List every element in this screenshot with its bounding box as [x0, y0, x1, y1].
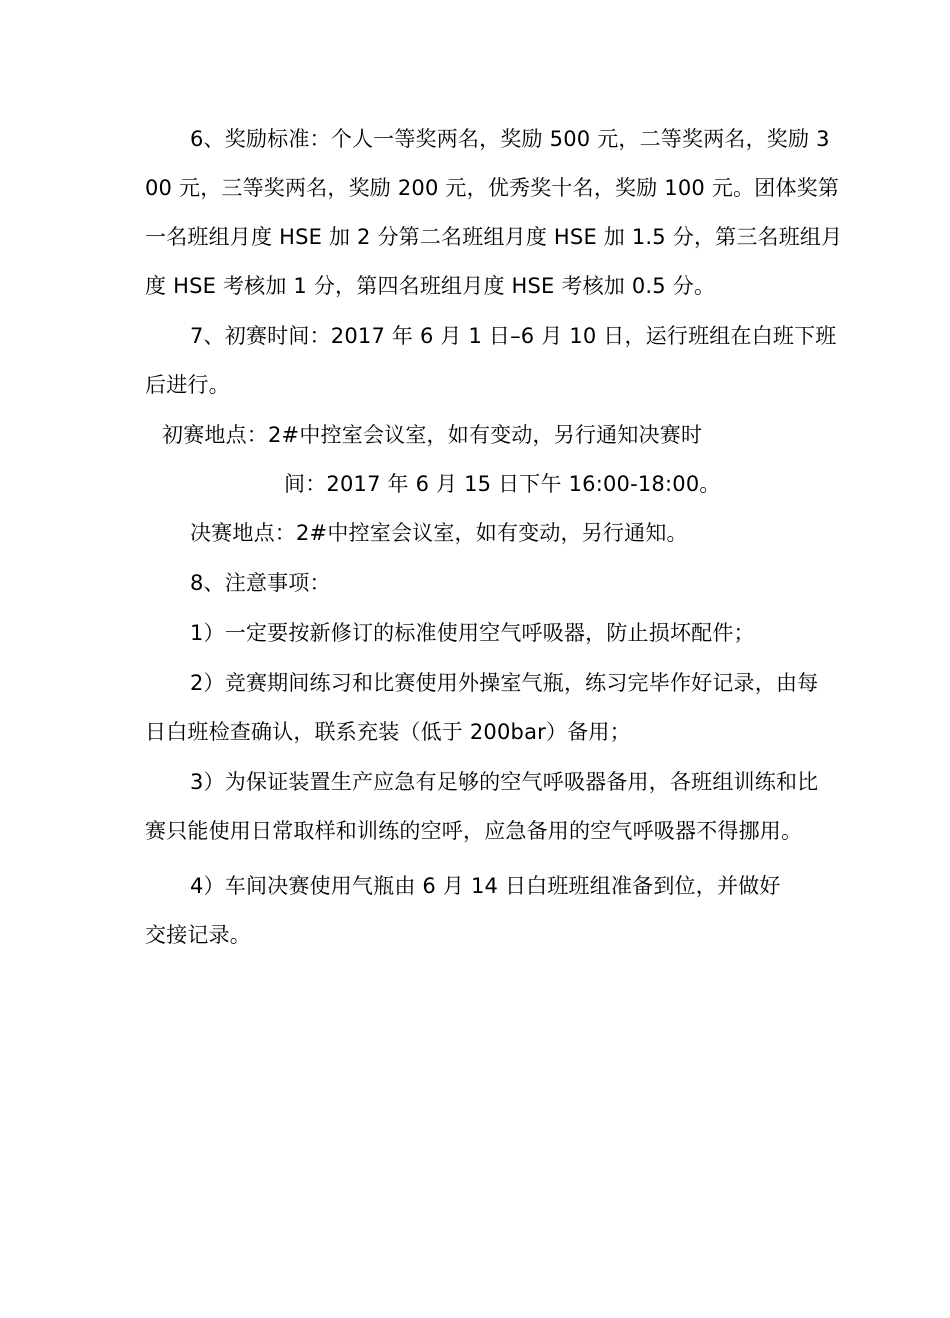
text-line: 3）为保证装置生产应急有足够的空气呼吸器备用，各班组训练和比: [190, 770, 819, 794]
text-line: 决赛地点：2#中控室会议室，如有变动，另行通知。: [190, 521, 688, 545]
text-line: 间：2017 年 6 月 15 日下午 16:00-18:00。: [284, 472, 721, 496]
text-line: 一名班组月度 HSE 加 2 分第二名班组月度 HSE 加 1.5 分，第三名班组月: [145, 225, 843, 249]
text-line: 1）一定要按新修订的标准使用空气呼吸器，防止损坏配件；: [190, 621, 755, 645]
text-line: 4）车间决赛使用气瓶由 6 月 14 日白班班组准备到位，并做好: [190, 874, 781, 898]
text-line: 7、初赛时间：2017 年 6 月 1 日–6 月 10 日，运行班组在白班下班: [190, 324, 837, 348]
text-line: 初赛地点：2#中控室会议室，如有变动，另行通知决赛时: [162, 423, 703, 447]
text-line: 00 元，三等奖两名，奖励 200 元，优秀奖十名，奖励 100 元。团体奖第: [145, 176, 840, 200]
text-line: 度 HSE 考核加 1 分，第四名班组月度 HSE 考核加 0.5 分。: [145, 274, 716, 298]
text-line: 8、注意事项：: [190, 571, 331, 595]
text-line: 后进行。: [145, 373, 230, 397]
text-line: 交接记录。: [145, 923, 251, 947]
text-line: 赛只能使用日常取样和训练的空呼，应急备用的空气呼吸器不得挪用。: [145, 819, 803, 843]
text-line: 日白班检查确认，联系充装（低于 200bar）备用；: [145, 720, 631, 744]
text-line: 2）竞赛期间练习和比赛使用外操室气瓶，练习完毕作好记录，由每: [190, 671, 819, 695]
text-line: 6、奖励标准：个人一等奖两名，奖励 500 元，二等奖两名，奖励 3: [190, 127, 830, 151]
